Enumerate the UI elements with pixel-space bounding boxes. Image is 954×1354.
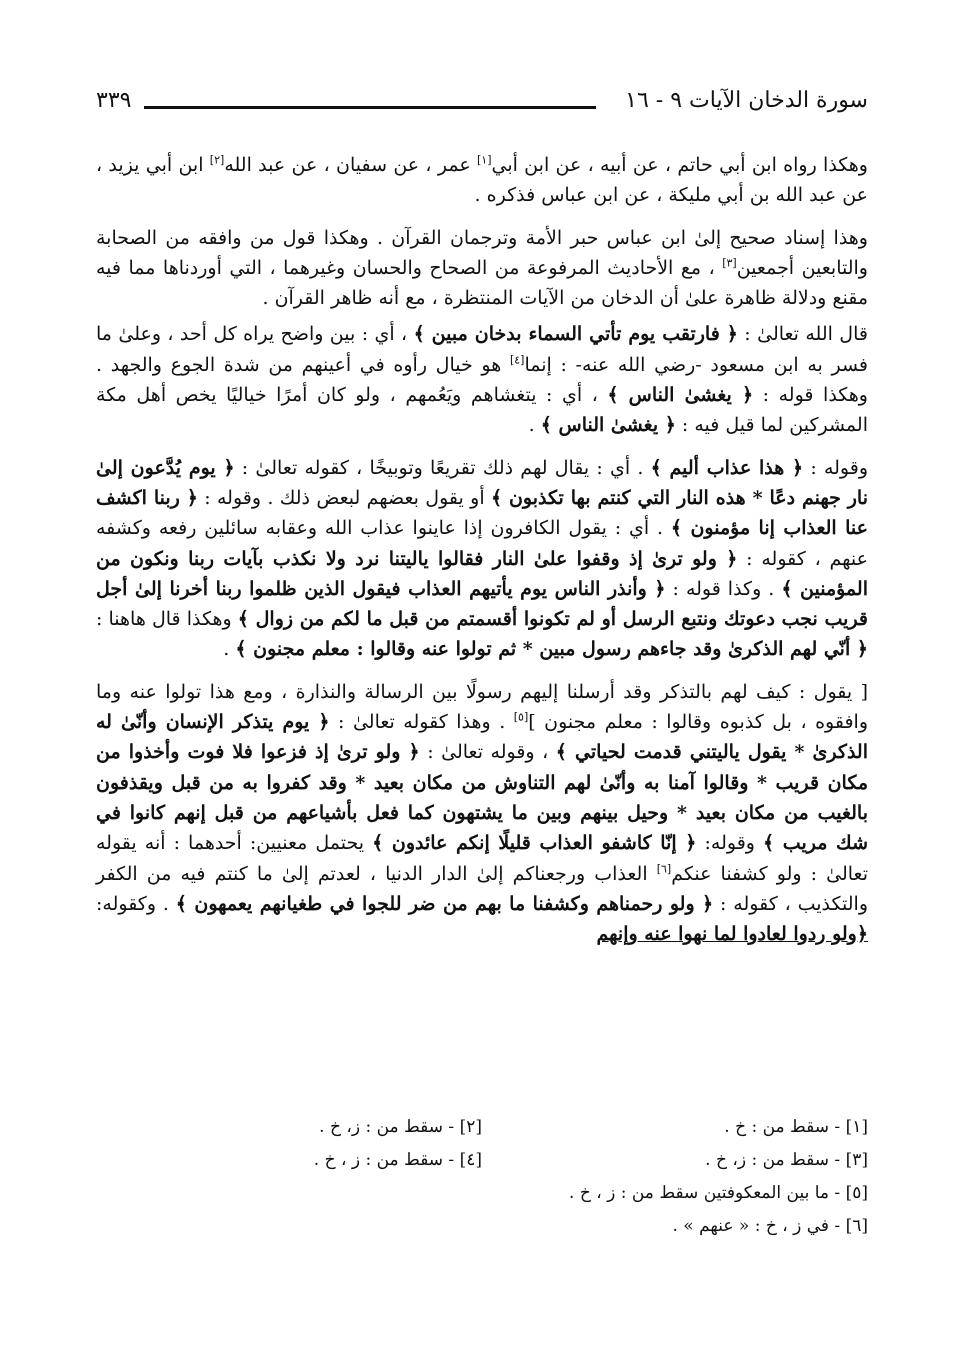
text: وقوله: (696, 832, 764, 855)
paragraph-1 (96, 150, 868, 211)
text: يحتمل معنيين: أحدهما : أنه يقوله تعالىٰ : ولو كشفنا عنكم (96, 832, 868, 885)
text: [ يقول : كيف لهم بالتذكر وقد أرسلنا إليهم رسولًا بين الرسالة والنذارة ، ومع هذا تولوا عنه وما وافقوه ، بل كذبوه وقالوا : معلم مجنون ] (96, 680, 868, 734)
paragraph-2 (96, 223, 868, 314)
paragraph-4 (96, 453, 868, 665)
footnote-row (96, 1143, 868, 1176)
quran-verse: ﴿ ولو ترىٰ إذ فزعوا فلا فوت وأخذوا من مكان قريب * وقالوا آمنا به وأنّىٰ لهم التناوش من مكان بعيد * وقد كفروا به من قبل ويقذفون بالغيب من مكان بعيد * وحيل بينهم وبين ما يشتهون كما فعل بأشياعهم من قبل إنهم كانوا في شك مريب ﴾ (96, 741, 868, 855)
footnote-3: [٣] - سقط من : ز، خ . (705, 1149, 868, 1170)
quran-verse: ﴿ فارتقب يوم تأتي السماء بدخان مبين ﴾ (413, 323, 738, 346)
footnote-ref: [٦] (656, 862, 672, 876)
quran-verse: ﴿ هذا عذاب أليم ﴾ (650, 456, 804, 479)
text: . (528, 414, 541, 437)
text: وهكذا قال هاهنا : (96, 608, 238, 631)
quran-verse: ﴿ أنّي لهم الذكرىٰ وقد جاءهم رسول مبين * ثم تولوا عنه وقالوا : معلم مجنون ﴾ (235, 638, 868, 661)
footnote-1: [١] - سقط من : خ . (724, 1116, 868, 1137)
text: وهذا إسناد صحيح إلىٰ ابن عباس حبر الأمة وترجمان القرآن . وهكذا قول من وافقه من الصحابة والتابعين أجمعين (96, 226, 868, 279)
quran-verse: ﴿ يوم يتذكر الإنسان وأنّىٰ له الذكرىٰ * يقول ياليتني قدمت لحياتي ﴾ (96, 711, 868, 764)
text: وقوله : (803, 456, 869, 479)
text: عمر ، عن سفيان ، عن عبد الله (224, 154, 477, 176)
text: . وكذا قوله : (665, 577, 782, 600)
text: . (223, 638, 236, 661)
footnote-row (96, 1176, 868, 1209)
text: . وكقوله: (96, 892, 176, 915)
running-header (96, 88, 868, 122)
footnote-ref: [٣] (722, 256, 737, 270)
quran-verse: ﴿ ولو ترىٰ إذ وقفوا علىٰ النار فقالوا ياليتنا نرد ولا نكذب بآيات ربنا ونكون من المؤمنين ﴾ (96, 547, 868, 600)
footnote-ref: [٥] (513, 710, 529, 724)
text: . أي : يقال لهم ذلك تقريعًا وتوبيخًا ، كقوله تعالىٰ : (234, 456, 651, 479)
text: ابن أبي يزيد ، عن عبد الله بن أبي مليكة ، عن ابن عباس فذكره . (96, 154, 868, 207)
quran-verse: ﴿ ربنا اكشف عنا العذاب إنا مؤمنون ﴾ (96, 486, 868, 540)
footnote-2: [٢] - سقط من : ز، خ . (319, 1116, 482, 1137)
page-number: ٣٣٩ (96, 88, 132, 113)
footnote-ref: [٢] (209, 153, 225, 167)
text: أو يقول بعضهم لبعض ذلك . وقوله : (197, 486, 491, 509)
quran-verse: ﴿ يغشىٰ الناس ﴾ (607, 384, 754, 407)
footnote-ref: [١] (476, 153, 492, 167)
footnotes (96, 1110, 868, 1242)
text: ، أي : بين واضح يراه كل أحد ، وعلىٰ ما فسر به ابن مسعود -رضي الله عنه- : إنما (96, 323, 868, 376)
text: . وهذا كقوله تعالىٰ : (329, 711, 514, 734)
text: . أي : يقول الكافرون إذا عاينوا عذاب الله وعقابه سائلين رفعه وكشفه عنهم ، كقوله : (96, 517, 868, 570)
text: ، أي : يتغشاهم ويَعُمهم ، ولو كان أمرًا خياليًا يخص أهل مكة المشركين لما قيل فيه : (96, 384, 868, 437)
quran-verse: ﴿ يوم يُدَّعون إلىٰ نار جهنم دعًا * هذه النار التي كنتم بها تكذبون ﴾ (96, 456, 868, 509)
quran-verse: ﴿ ولو رحمناهم وكشفنا ما بهم من ضر للجوا في طغيانهم يعمهون ﴾ (175, 892, 714, 915)
text: العذاب ورجعناكم إلىٰ الدار الدنيا ، لعدتم إلىٰ ما كنتم فيه من الكفر والتكذيب ، كقوله : (96, 862, 868, 915)
text: وهكذا رواه ابن أبي حاتم ، عن أبيه ، عن ابن أبي (491, 154, 868, 176)
paragraph-3 (96, 319, 868, 440)
footnote-4: [٤] - سقط من : ز ، خ . (313, 1149, 482, 1170)
main-text (96, 150, 868, 961)
text: ، مع الأحاديث المرفوعة من الصحاح والحسان وغيرهما ، التي أوردناها مما فيه مقنع ودلالة ظاهرة علىٰ أن الدخان من الآيات المنتظرة ، مع أنه ظاهر القرآن . (96, 256, 868, 310)
footnote-5: [٥] - ما بين المعكوفتين سقط من : ز ، خ . (569, 1182, 868, 1203)
footnote-ref: [٤] (509, 353, 525, 367)
text: ، وقوله تعالىٰ : (419, 741, 556, 764)
text: قال الله تعالىٰ : (737, 323, 868, 346)
paragraph-5 (96, 677, 868, 950)
surah-title: سورة الدخان الآيات ٩ - ١٦ (625, 88, 868, 113)
quran-verse: ﴿ يغشىٰ الناس ﴾ (540, 414, 676, 437)
quran-verse: ﴿ إنّا كاشفو العذاب قليلًا إنكم عائدون ﴾ (372, 832, 697, 855)
text: هو خيال رأوه في أعينهم من شدة الجوع والجهد . وهكذا قوله : (96, 353, 868, 407)
header-rule (144, 106, 596, 109)
footnote-row (96, 1209, 868, 1242)
quran-verse: ﴿ولو ردوا لعادوا لما نهوا عنه وإنهم (596, 923, 868, 946)
footnote-row (96, 1110, 868, 1143)
quran-verse: ﴿ وأنذر الناس يوم يأتيهم العذاب فيقول الذين ظلموا ربنا أخرنا إلىٰ أجل قريب نجب دعوتك ونتبع الرسل أو لم تكونوا أقسمتم من قبل ما لكم من زوال ﴾ (96, 577, 869, 631)
footnote-6: [٦] - في ز ، خ : « عنهم » . (672, 1215, 868, 1236)
